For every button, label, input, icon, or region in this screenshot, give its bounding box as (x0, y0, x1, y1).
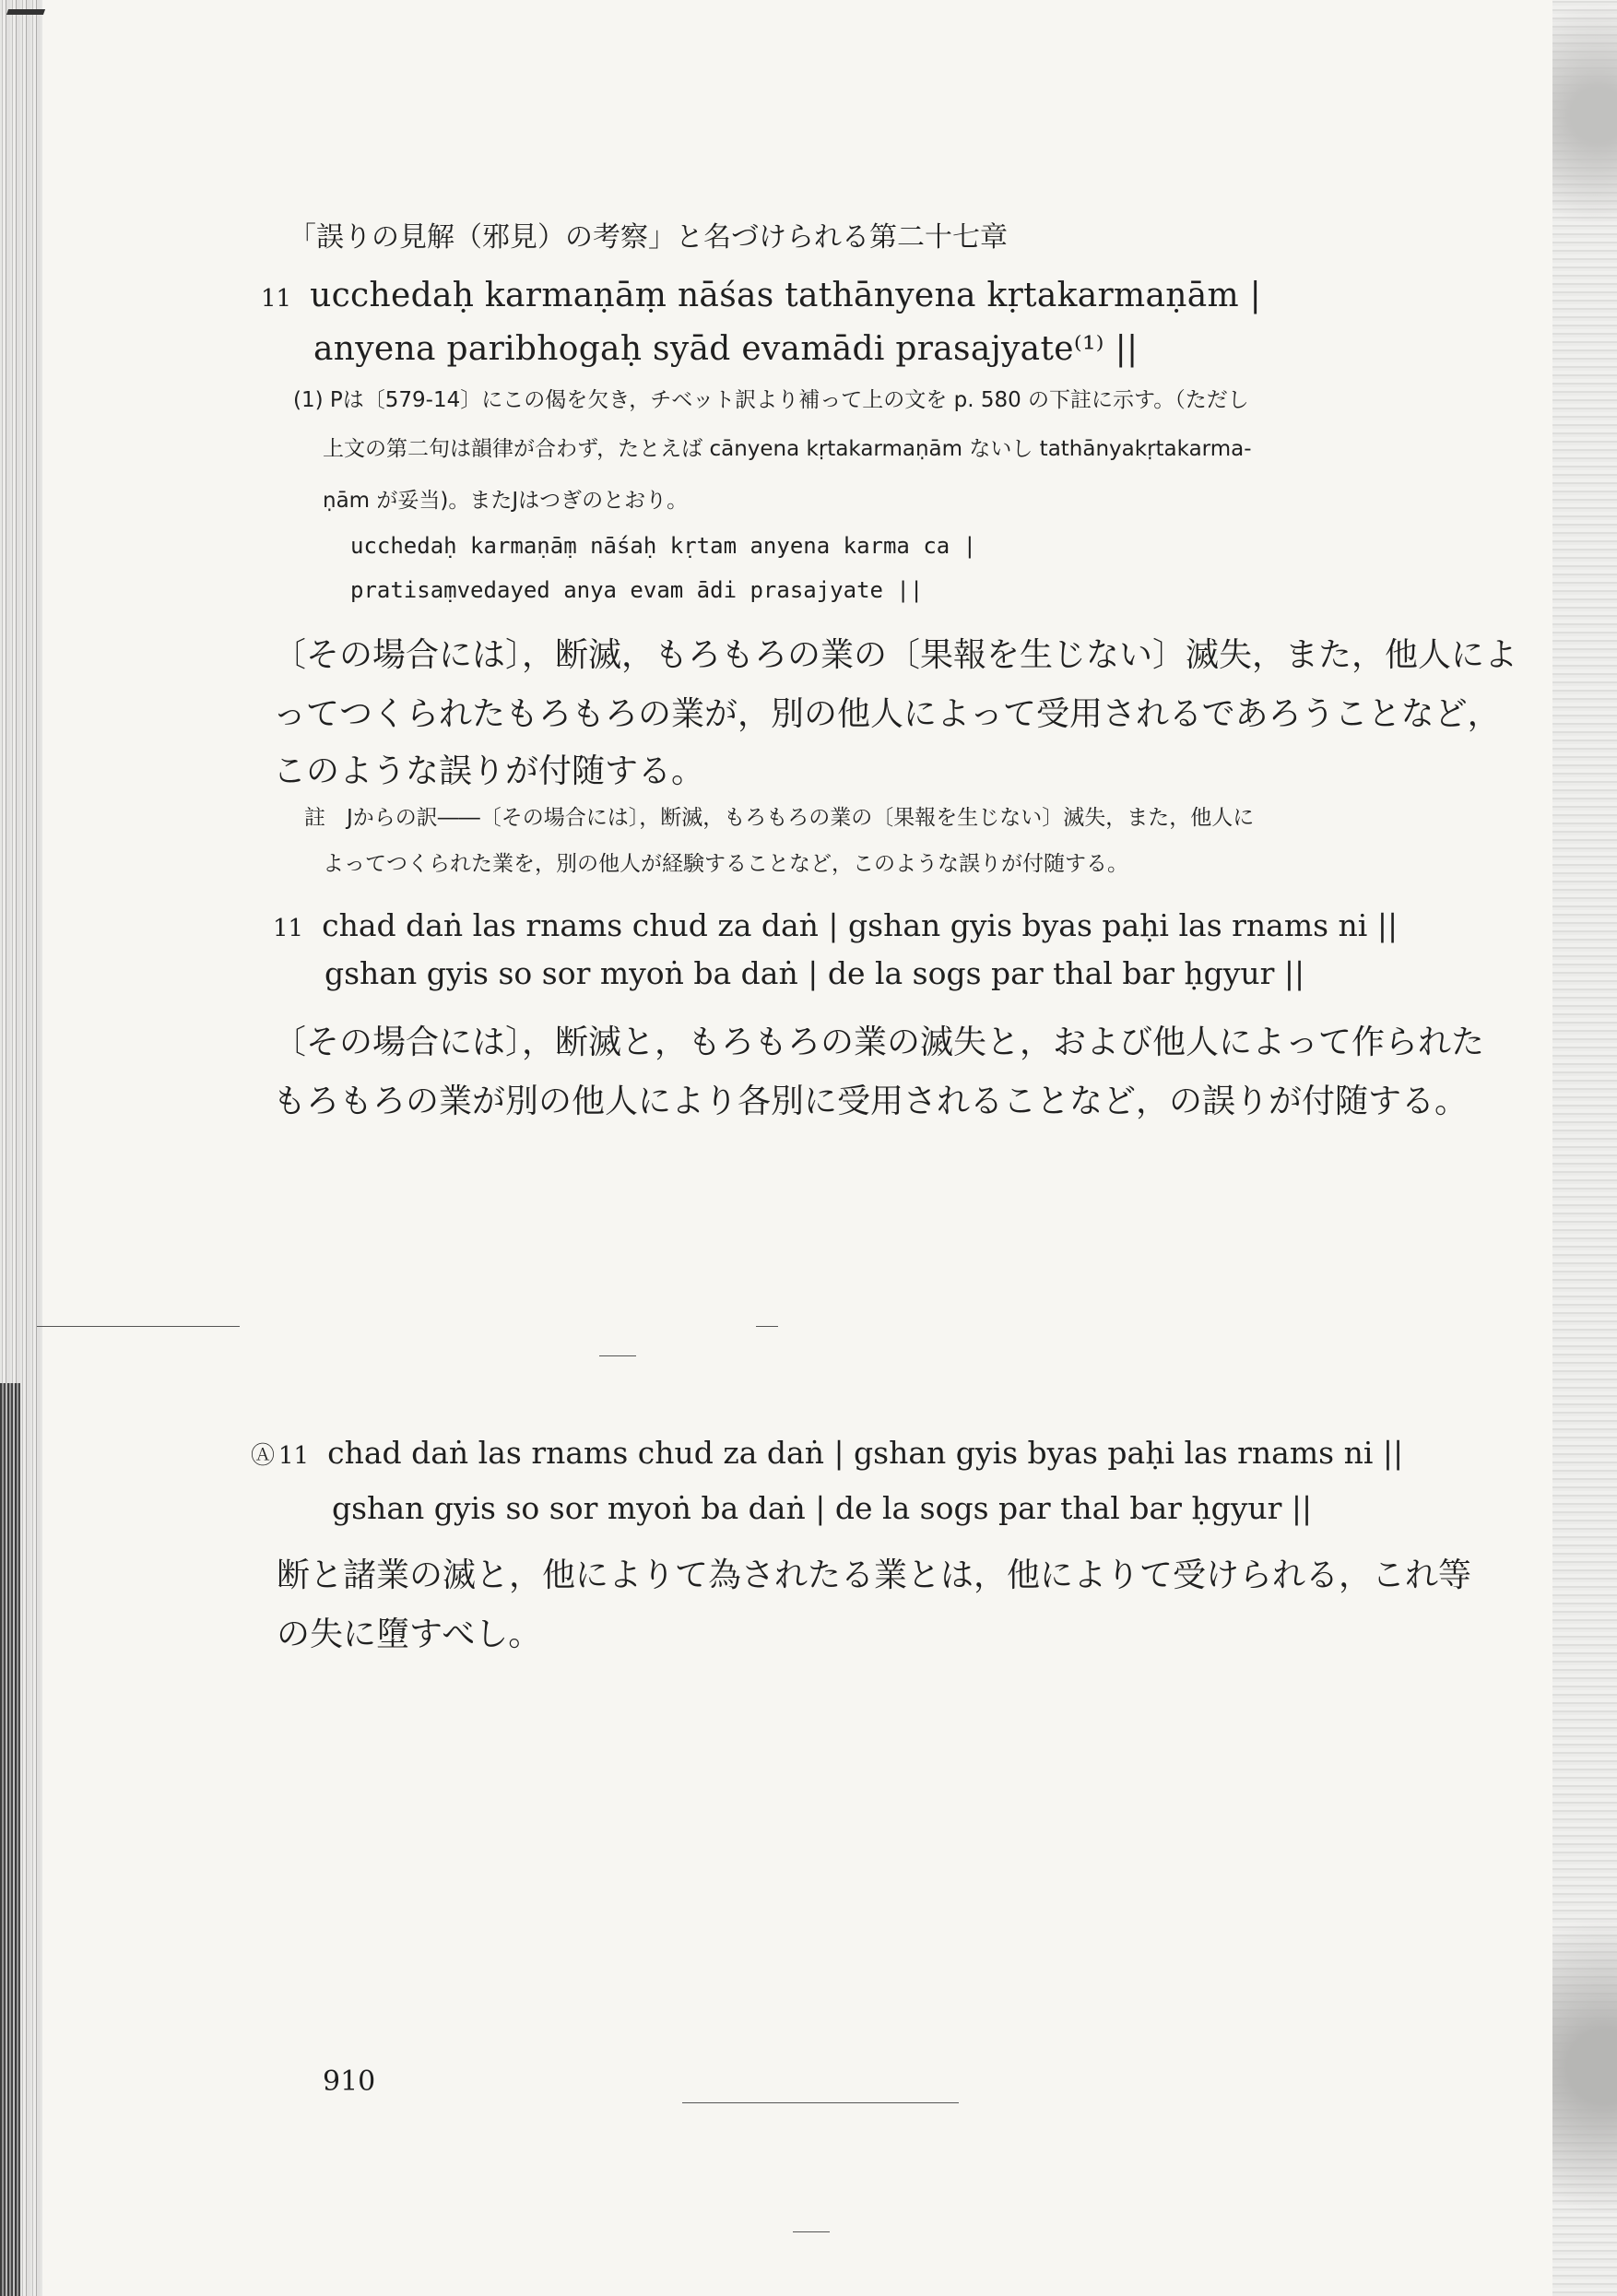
tibetan-verse-number: 11 (273, 915, 304, 942)
scan-stray-line-1 (37, 1326, 240, 1327)
tibetan-verse-line-2: gshan gyis so sor myoṅ ba daṅ | de la sogs par thal bar ḥgyur || (325, 955, 1305, 991)
scan-corner-mark (6, 9, 45, 15)
tibetan-verse-text-1: chad daṅ las rnams chud za daṅ | gshan gyis byas paḥi las rnams ni || (322, 907, 1399, 943)
translation3-line-1: 断と諸業の滅と，他によりて為されたる業とは，他によりて受けられる，これ等 (277, 1556, 1472, 1594)
chapter-title: 「誤りの見解（邪見）の考察」と名づけられる第二十七章 (289, 221, 1008, 254)
akutobhaya-number: 11 (278, 1442, 310, 1470)
scan-stray-line-3 (599, 1355, 636, 1356)
page-number: 910 (323, 2065, 376, 2098)
translation1-line-2: ってつくられたもろもろの業が，別の他人によって受用されるであろうことなど， (273, 695, 1501, 733)
sanskrit-verse-line-2: anyena paribhogaḥ syād evamādi prasajyate⁽¹⁾ || (313, 330, 1139, 368)
translation1-line-3: このような誤りが付随する。 (273, 752, 705, 790)
scan-stray-line-4 (682, 2102, 959, 2103)
scan-right-edge (1552, 0, 1617, 2296)
translation2-line-1: 〔その場合には〕，断滅と，もろもろの業の滅失と，および他人によって作られた (273, 1024, 1485, 1061)
scan-binding-shadow (0, 1383, 20, 2296)
footnote-line-3: ṇām が妥当)。またJはつぎのとおり。 (323, 489, 689, 513)
translation2-line-2: もろもろの業が別の他人により各別に受用されることなど，の誤りが付随する。 (273, 1083, 1469, 1120)
akutobhaya-text-1: chad daṅ las rnams chud za daṅ | gshan gyis byas paḥi las rnams ni || (327, 1435, 1404, 1471)
note-line-1: 註 Jからの訳――〔その場合には〕，断滅，もろもろの業の〔果報を生じない〕滅失，また，他人に (304, 806, 1255, 830)
akutobhaya-line-2: gshan gyis so sor myoṅ ba daṅ | de la sogs par thal bar ḥgyur || (332, 1490, 1313, 1526)
tibetan-verse-line-1 (273, 907, 1398, 943)
sanskrit-verse-line-1 (261, 277, 1261, 314)
sanskrit-verse-number: 11 (261, 285, 292, 313)
scan-stray-line-5 (793, 2231, 830, 2232)
akutobhaya-line-1 (251, 1435, 1403, 1471)
scan-stray-line-2 (756, 1326, 778, 1327)
footnote-line-2: 上文の第二句は韻律が合わず，たとえば cānyena kṛtakarmaṇām ないし tathānyakṛtakarma- (323, 437, 1252, 461)
note-line-2: よってつくられた業を，別の他人が経験することなど，このような誤りが付随する。 (323, 852, 1128, 876)
translation1-line-1: 〔その場合には〕，断滅，もろもろの業の〔果報を生じない〕滅失，また，他人によ (273, 636, 1518, 674)
akutobhaya-mark: Ⓐ (251, 1442, 276, 1470)
footnote-j-verse-1: ucchedaḥ karmaṇāṃ nāśaḥ kṛtam anyena karma ca | (350, 533, 977, 559)
sanskrit-verse-text-1: ucchedaḥ karmaṇāṃ nāśas tathānyena kṛtakarmaṇām | (310, 277, 1262, 314)
footnote-line-1: (1) Pは〔579-14〕にこの偈を欠き，チベット訳より補って上の文を p. 580 の下註に示す。（ただし (293, 388, 1249, 412)
footnote-j-verse-2: pratisaṃvedayed anya evam ādi prasajyate || (350, 577, 924, 603)
translation3-line-2: の失に墮すべし。 (277, 1615, 542, 1653)
